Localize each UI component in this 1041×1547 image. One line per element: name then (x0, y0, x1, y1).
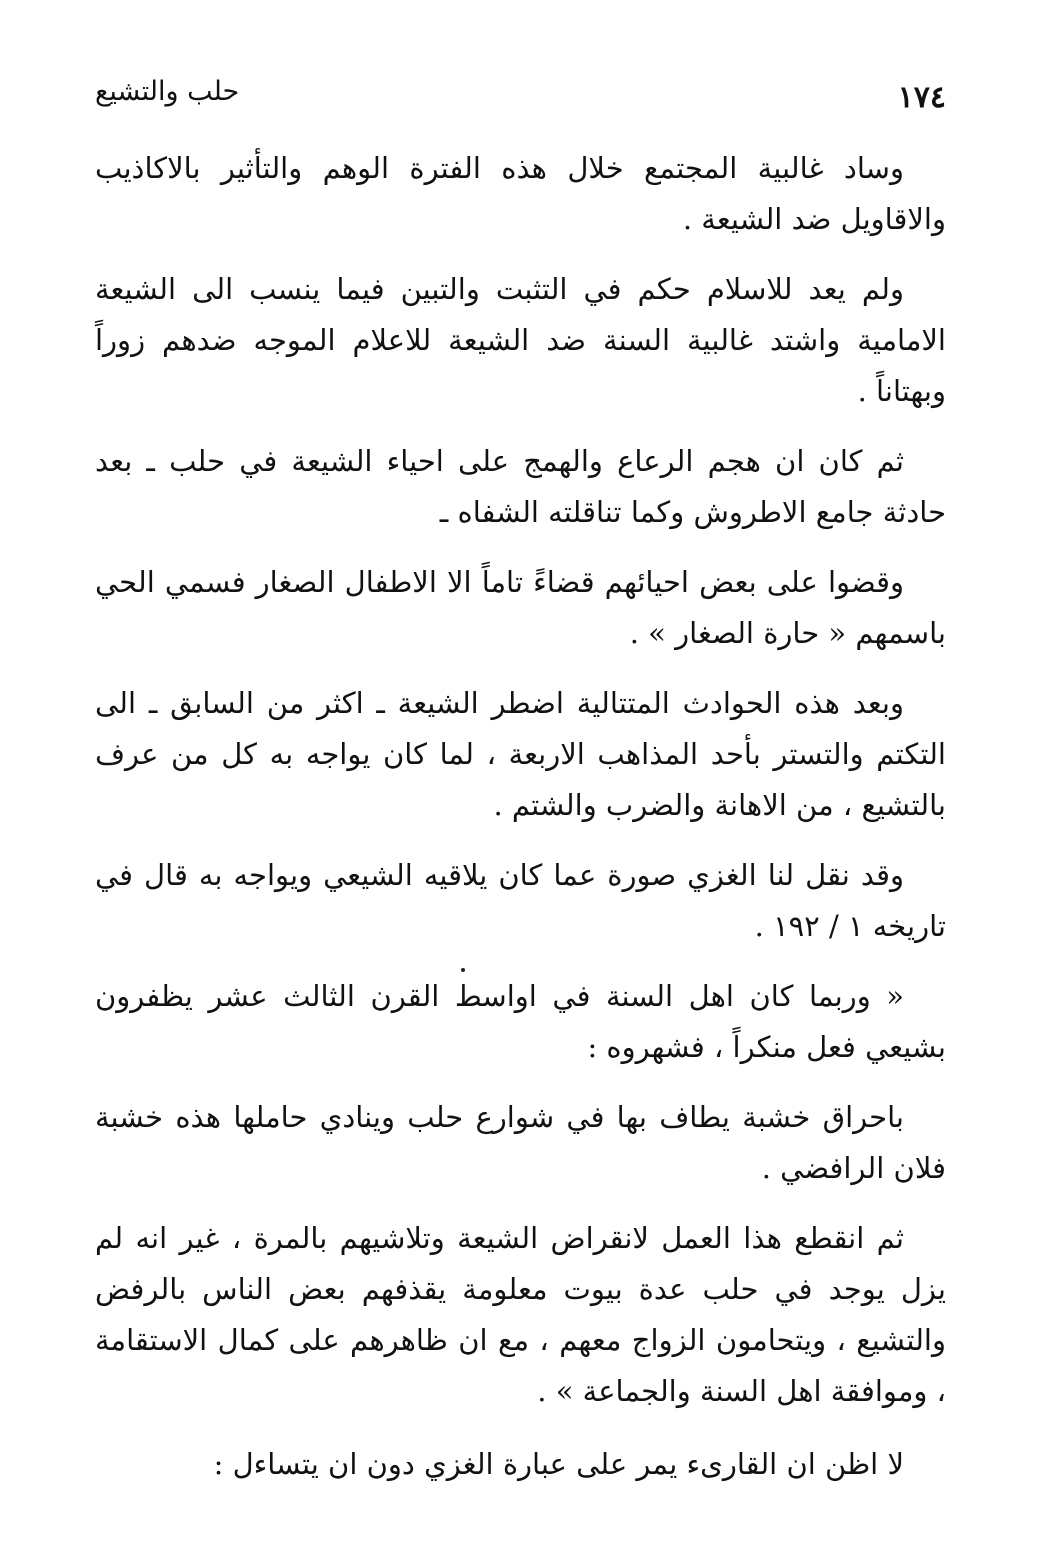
paragraph: وقد نقل لنا الغزي صورة عما كان يلاقيه الشيعي ويواجه به قال في تاريخه ١ / ١٩٢ . (95, 858, 946, 943)
paragraph: ولم يعد للاسلام حكم في التثبت والتبين فيما ينسب الى الشيعة الامامية واشتد غالبية السنة ضد الشيعة للاعلام الموجه ضدهم زوراً وبهتاناً . (95, 272, 946, 408)
body-text (95, 143, 946, 1509)
paragraph: وبعد هذه الحوادث المتتالية اضطر الشيعة ـ اكثر من السابق ـ الى التكتم والتستر بأحد المذاهب الاربعة ، لما كان يواجه به كل من عرف بالتشيع ، من الاهانة والضرب والشتم . (95, 686, 946, 822)
quote-paragraph: « وربما كان اهل السنة في اواسط القرن الثالث عشر يظفرون بشيعي فعل منكراً ، فشهروه : (95, 979, 946, 1064)
print-speck (461, 968, 465, 972)
quote-paragraph: باحراق خشبة يطاف بها في شوارع حلب وينادي حاملها هذه خشبة فلان الرافضي . (95, 1100, 946, 1185)
paragraph: وقضوا على بعض احيائهم قضاءً تاماً الا الاطفال الصغار فسمي الحي باسمهم « حارة الصغار » . (95, 565, 946, 650)
running-title: حلب والتشيع (95, 76, 240, 107)
quote-paragraph: ثم انقطع هذا العمل لانقراض الشيعة وتلاشيهم بالمرة ، غير انه لم يزل يوجد في حلب عدة بيوت معلومة يقذفهم بعض الناس بالرفض والتشيع ، ويتحامون الزواج معهم ، مع ان ظاهرهم على كمال الاستقامة ، وموافقة اهل السنة والجماعة » . (95, 1221, 946, 1408)
page-number: ١٧٤ (897, 80, 946, 115)
paragraph: لا اظن ان القارىء يمر على عبارة الغزي دون ان يتساءل : (213, 1447, 904, 1481)
paragraph: وساد غالبية المجتمع خلال هذه الفترة الوهم والتأثير بالاكاذيب والاقاويل ضد الشيعة . (95, 151, 946, 236)
page-header (95, 76, 946, 120)
paragraph: ثم كان ان هجم الرعاع والهمج على احياء الشيعة في حلب ـ بعد حادثة جامع الاطروش وكما تناقلته الشفاه ـ (95, 444, 946, 529)
